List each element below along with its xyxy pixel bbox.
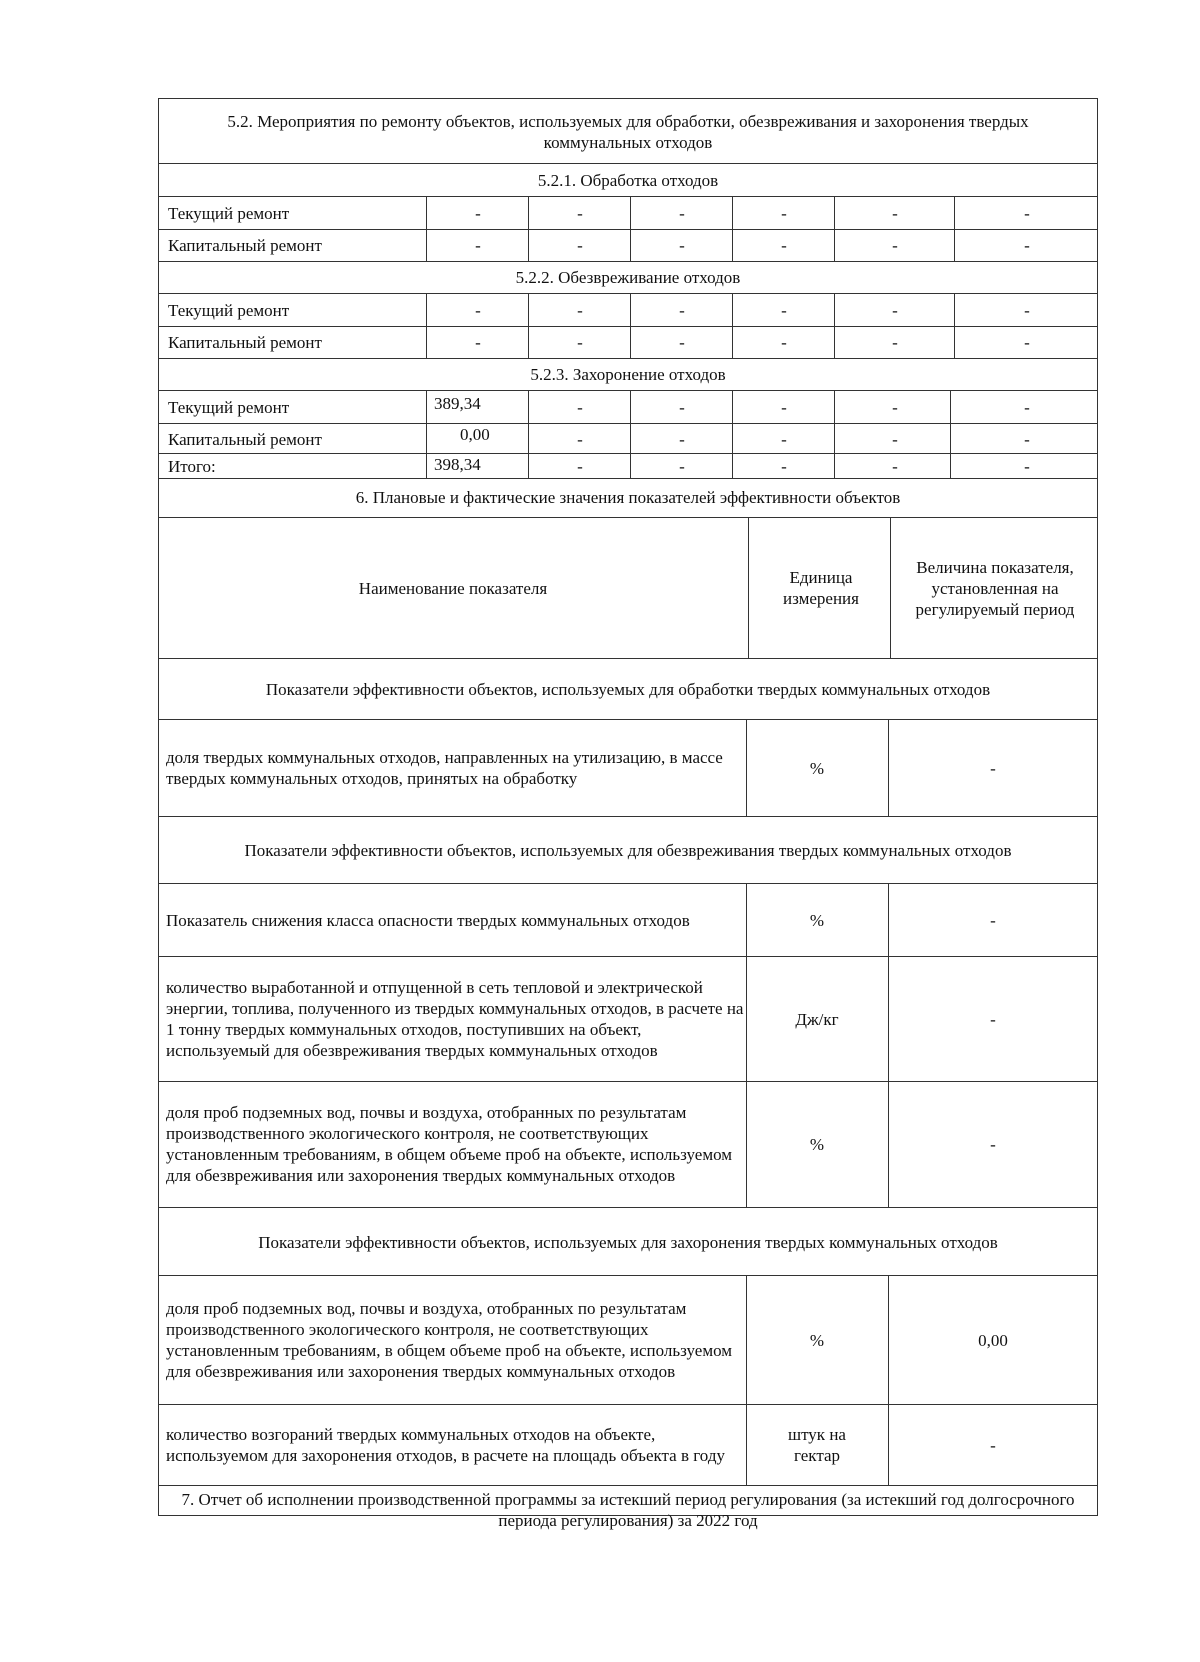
divider (158, 816, 1098, 817)
column-divider (834, 390, 835, 478)
column-divider (630, 293, 631, 358)
column-divider (746, 883, 747, 1207)
neutralization-row-cell: - (475, 332, 481, 352)
burial-row-cell: - (781, 397, 787, 417)
divider (158, 956, 1098, 957)
neutralization-row-cell: - (781, 300, 787, 320)
burial-total-value: 398,34 (434, 454, 481, 474)
column-divider (732, 196, 733, 261)
divider (158, 517, 1098, 518)
indicator-unit: Дж/кг (795, 1009, 839, 1029)
divider (158, 358, 1098, 359)
indicator-name: количество возгораний твердых коммунальных отходов на объекте, используемом для захоронения отходов, в расчете на площадь объекта в году (166, 1425, 725, 1465)
burial-total-cell: - (679, 456, 685, 476)
indicator-name: доля проб подземных вод, почвы и воздуха, отобранных по результатам производственного экологического контроля, не соответствующих установленным требованиям, в общем объеме проб на объекте, используемом для обезвреживания или захоронения твердых коммунальных отходов (166, 1103, 733, 1185)
burial-row-cell: - (577, 429, 583, 449)
burial-total-cell: - (577, 456, 583, 476)
indicator-value: - (990, 910, 996, 930)
divider (158, 883, 1098, 884)
neutralization-row-cell: - (781, 332, 787, 352)
section-7-title: 7. Отчет об исполнении производственной программы за истекший период регулирования (за истекший год долгосрочного периода регулирования) за 2022 год (181, 1490, 1075, 1530)
processing-row-cell: - (475, 203, 481, 223)
divider (158, 1404, 1098, 1405)
column-divider (954, 196, 955, 261)
column-divider (834, 293, 835, 358)
divider (158, 658, 1098, 659)
neutralization-row-cell: - (1024, 332, 1030, 352)
column-divider (732, 293, 733, 358)
indicator-group-title: Показатели эффективности объектов, используемых для обработки твердых коммунальных отходов (265, 679, 991, 699)
subsection-processing-title: 5.2.1. Обработка отходов (537, 170, 719, 190)
burial-row-cell: - (679, 397, 685, 417)
burial-row-label: Текущий ремонт (168, 397, 290, 417)
burial-total-cell: - (1024, 456, 1030, 476)
burial-total-cell: - (892, 456, 898, 476)
indicator-group-title: Показатели эффективности объектов, используемых для захоронения твердых коммунальных отходов (258, 1232, 998, 1252)
indicator-value: - (990, 1435, 996, 1455)
indicator-name: количество выработанной и отпущенной в сеть тепловой и электрической энергии, топлива, полученного из твердых коммунальных отходов, в расчете на 1 тонну твердых коммунальных отходов, поступивших на объект, используемый для обезвреживания твердых коммунальных отходов (166, 978, 744, 1060)
indicator-group-title: Показатели эффективности объектов, используемых для обезвреживания твердых коммунальных отходов (244, 840, 1012, 860)
indicator-value: - (990, 758, 996, 778)
column-divider (528, 293, 529, 358)
neutralization-row-cell: - (892, 332, 898, 352)
column-divider (426, 390, 427, 478)
neutralization-row-label: Текущий ремонт (168, 300, 290, 320)
column-header-unit: Единица измерения (783, 568, 859, 608)
indicator-name: Показатель снижения класса опасности твердых коммунальных отходов (166, 910, 690, 930)
column-divider (528, 390, 529, 478)
subsection-burial-title: 5.2.3. Захоронение отходов (530, 364, 726, 384)
indicator-unit: % (809, 1134, 825, 1154)
column-divider (630, 196, 631, 261)
divider (158, 478, 1098, 479)
burial-row-label: Капитальный ремонт (168, 429, 322, 449)
column-divider (528, 196, 529, 261)
processing-row-cell: - (892, 235, 898, 255)
processing-row-cell: - (1024, 235, 1030, 255)
indicator-value: - (990, 1009, 996, 1029)
column-divider (746, 719, 747, 816)
column-divider (890, 517, 891, 658)
column-divider (732, 390, 733, 478)
column-divider (746, 1275, 747, 1485)
indicator-unit: % (809, 1330, 825, 1350)
section-5-2-title: 5.2. Мероприятия по ремонту объектов, используемых для обработки, обезвреживания и захоронения твердых коммунальных отходов (227, 112, 1029, 152)
processing-row-cell: - (892, 203, 898, 223)
divider (158, 1275, 1098, 1276)
processing-row-cell: - (781, 235, 787, 255)
divider (158, 719, 1098, 720)
column-divider (748, 517, 749, 658)
processing-row-cell: - (679, 203, 685, 223)
processing-row-cell: - (475, 235, 481, 255)
column-divider (950, 390, 951, 478)
indicator-unit: % (809, 758, 825, 778)
burial-row-cell: - (679, 429, 685, 449)
divider (158, 390, 1098, 391)
divider (158, 1207, 1098, 1208)
neutralization-row-cell: - (577, 300, 583, 320)
burial-total-cell: - (781, 456, 787, 476)
processing-row-cell: - (577, 235, 583, 255)
section-6-title: 6. Плановые и фактические значения показателей эффективности объектов (355, 487, 901, 507)
column-divider (888, 1275, 889, 1485)
column-divider (630, 390, 631, 478)
column-divider (834, 196, 835, 261)
neutralization-row-cell: - (892, 300, 898, 320)
burial-row-cell: - (577, 397, 583, 417)
indicator-value: 0,00 (978, 1330, 1008, 1350)
neutralization-row-cell: - (679, 332, 685, 352)
processing-row-label: Капитальный ремонт (168, 235, 322, 255)
burial-row-value: 389,34 (434, 393, 481, 413)
burial-total-label: Итого: (168, 456, 216, 476)
neutralization-row-cell: - (1024, 300, 1030, 320)
indicator-name: доля проб подземных вод, почвы и воздуха, отобранных по результатам производственного экологического контроля, не соответствующих установленным требованиям, в общем объеме проб на объекте, используемом для обезвреживания или захоронения твердых коммунальных отходов (166, 1299, 733, 1381)
processing-row-cell: - (577, 203, 583, 223)
column-header-value: Величина показателя, установленная на регулируемый период (915, 557, 1075, 619)
neutralization-row-cell: - (679, 300, 685, 320)
divider (158, 163, 1098, 164)
burial-row-cell: - (1024, 397, 1030, 417)
indicator-value: - (990, 1134, 996, 1154)
processing-row-label: Текущий ремонт (168, 203, 290, 223)
burial-row-value: 0,00 (460, 424, 490, 444)
processing-row-cell: - (1024, 203, 1030, 223)
column-divider (888, 883, 889, 1207)
burial-row-cell: - (892, 429, 898, 449)
column-divider (954, 293, 955, 358)
indicator-unit: % (809, 910, 825, 930)
processing-row-cell: - (781, 203, 787, 223)
divider (158, 293, 1098, 294)
divider (158, 1485, 1098, 1486)
column-divider (426, 196, 427, 261)
neutralization-row-cell: - (475, 300, 481, 320)
divider (158, 1081, 1098, 1082)
neutralization-row-cell: - (577, 332, 583, 352)
subsection-neutralization-title: 5.2.2. Обезвреживание отходов (515, 267, 741, 287)
burial-row-cell: - (1024, 429, 1030, 449)
indicator-unit: штук на гектар (788, 1425, 846, 1465)
neutralization-row-label: Капитальный ремонт (168, 332, 322, 352)
column-divider (426, 293, 427, 358)
burial-row-cell: - (781, 429, 787, 449)
column-header-name: Наименование показателя (358, 578, 548, 598)
divider (158, 196, 1098, 197)
burial-row-cell: - (892, 397, 898, 417)
processing-row-cell: - (679, 235, 685, 255)
column-divider (888, 719, 889, 816)
divider (158, 261, 1098, 262)
indicator-name: доля твердых коммунальных отходов, направленных на утилизацию, в массе твердых коммунальных отходов, принятых на обработку (166, 748, 723, 788)
